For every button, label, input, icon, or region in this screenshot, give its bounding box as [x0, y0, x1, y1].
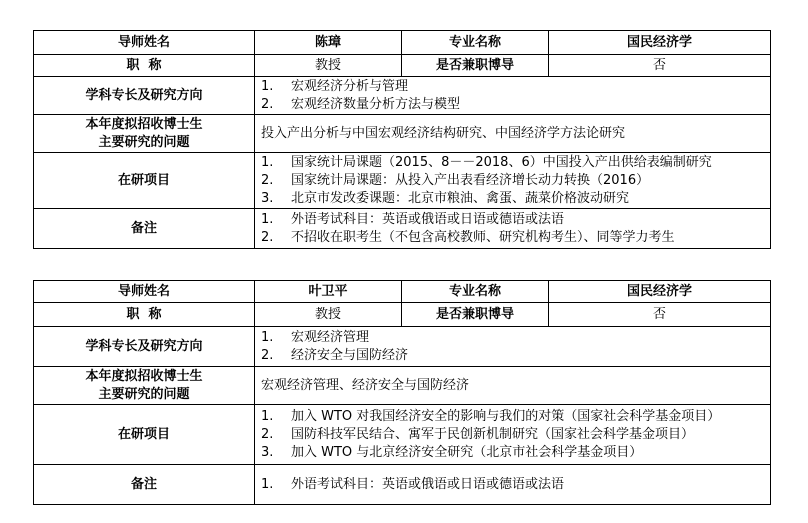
projects-row [34, 405, 771, 465]
specialty-label: 学科专长及研究方向 [34, 77, 255, 115]
advisor-name-label: 导师姓名 [34, 281, 255, 303]
projects-label: 在研项目 [34, 405, 255, 465]
list-item: 2. 国防科技军民结合、寓军于民创新机制研究（国家社会科学基金项目） [261, 426, 695, 442]
advisor-name: 叶卫平 [255, 281, 402, 303]
list-item: 1. 加入 WTO 对我国经济安全的影响与我们的对策（国家社会科学基金项目） [261, 408, 721, 424]
topic-content: 宏观经济管理、经济安全与国防经济 [255, 367, 771, 405]
specialty-row [34, 327, 771, 367]
list-item: 2. 不招收在职考生（不包含高校教师、研究机构考生）、同等学力考生 [261, 229, 675, 245]
projects-content [255, 405, 771, 465]
title-value: 教授 [255, 55, 402, 77]
notes-content [255, 209, 771, 249]
list-item: 3. 北京市发改委课题：北京市粮油、禽蛋、蔬菜价格波动研究 [261, 190, 630, 206]
title-row [34, 303, 771, 327]
specialty-label: 学科专长及研究方向 [34, 327, 255, 367]
notes-row [34, 209, 771, 249]
specialty-row [34, 77, 771, 115]
projects-content [255, 153, 771, 209]
title-row [34, 55, 771, 77]
title-label: 职 称 [34, 303, 255, 327]
major-label: 专业名称 [402, 281, 549, 303]
list-item: 2. 宏观经济数量分析方法与模型 [261, 96, 461, 112]
topic-label: 本年度拟招收博士生 主要研究的问题 [34, 115, 255, 153]
name-row [34, 281, 771, 303]
title-value: 教授 [255, 303, 402, 327]
advisor-table-1 [33, 30, 771, 249]
projects-label: 在研项目 [34, 153, 255, 209]
list-item: 1. 国家统计局课题（2015、8－－2018、6）中国投入产出供给表编制研究 [261, 154, 712, 170]
dual-advisor-label: 是否兼职博导 [402, 55, 549, 77]
title-label: 职 称 [34, 55, 255, 77]
name-row [34, 31, 771, 55]
advisor-table-2 [33, 280, 771, 505]
dual-advisor-value: 否 [549, 55, 771, 77]
projects-row [34, 153, 771, 209]
notes-row [34, 465, 771, 505]
topic-row [34, 367, 771, 405]
major-value: 国民经济学 [549, 281, 771, 303]
list-item: 2. 国家统计局课题：从投入产出表看经济增长动力转换（2016） [261, 172, 650, 188]
specialty-content [255, 327, 771, 367]
list-item: 1. 外语考试科目：英语或俄语或日语或德语或法语 [261, 211, 565, 227]
topic-content: 投入产出分析与中国宏观经济结构研究、中国经济学方法论研究 [255, 115, 771, 153]
list-item: 1. 宏观经济管理 [261, 329, 370, 345]
list-item: 2. 经济安全与国防经济 [261, 347, 409, 363]
list-item: 1. 宏观经济分析与管理 [261, 78, 409, 94]
advisor-name: 陈璋 [255, 31, 402, 55]
notes-label: 备注 [34, 465, 255, 505]
major-label: 专业名称 [402, 31, 549, 55]
dual-advisor-value: 否 [549, 303, 771, 327]
dual-advisor-label: 是否兼职博导 [402, 303, 549, 327]
major-value: 国民经济学 [549, 31, 771, 55]
list-item: 3. 加入 WTO 与北京经济安全研究（北京市社会科学基金项目） [261, 444, 643, 460]
advisor-name-label: 导师姓名 [34, 31, 255, 55]
topic-label: 本年度拟招收博士生 主要研究的问题 [34, 367, 255, 405]
list-item: 1. 外语考试科目：英语或俄语或日语或德语或法语 [261, 476, 565, 492]
notes-content [255, 465, 771, 505]
topic-row [34, 115, 771, 153]
specialty-content [255, 77, 771, 115]
notes-label: 备注 [34, 209, 255, 249]
